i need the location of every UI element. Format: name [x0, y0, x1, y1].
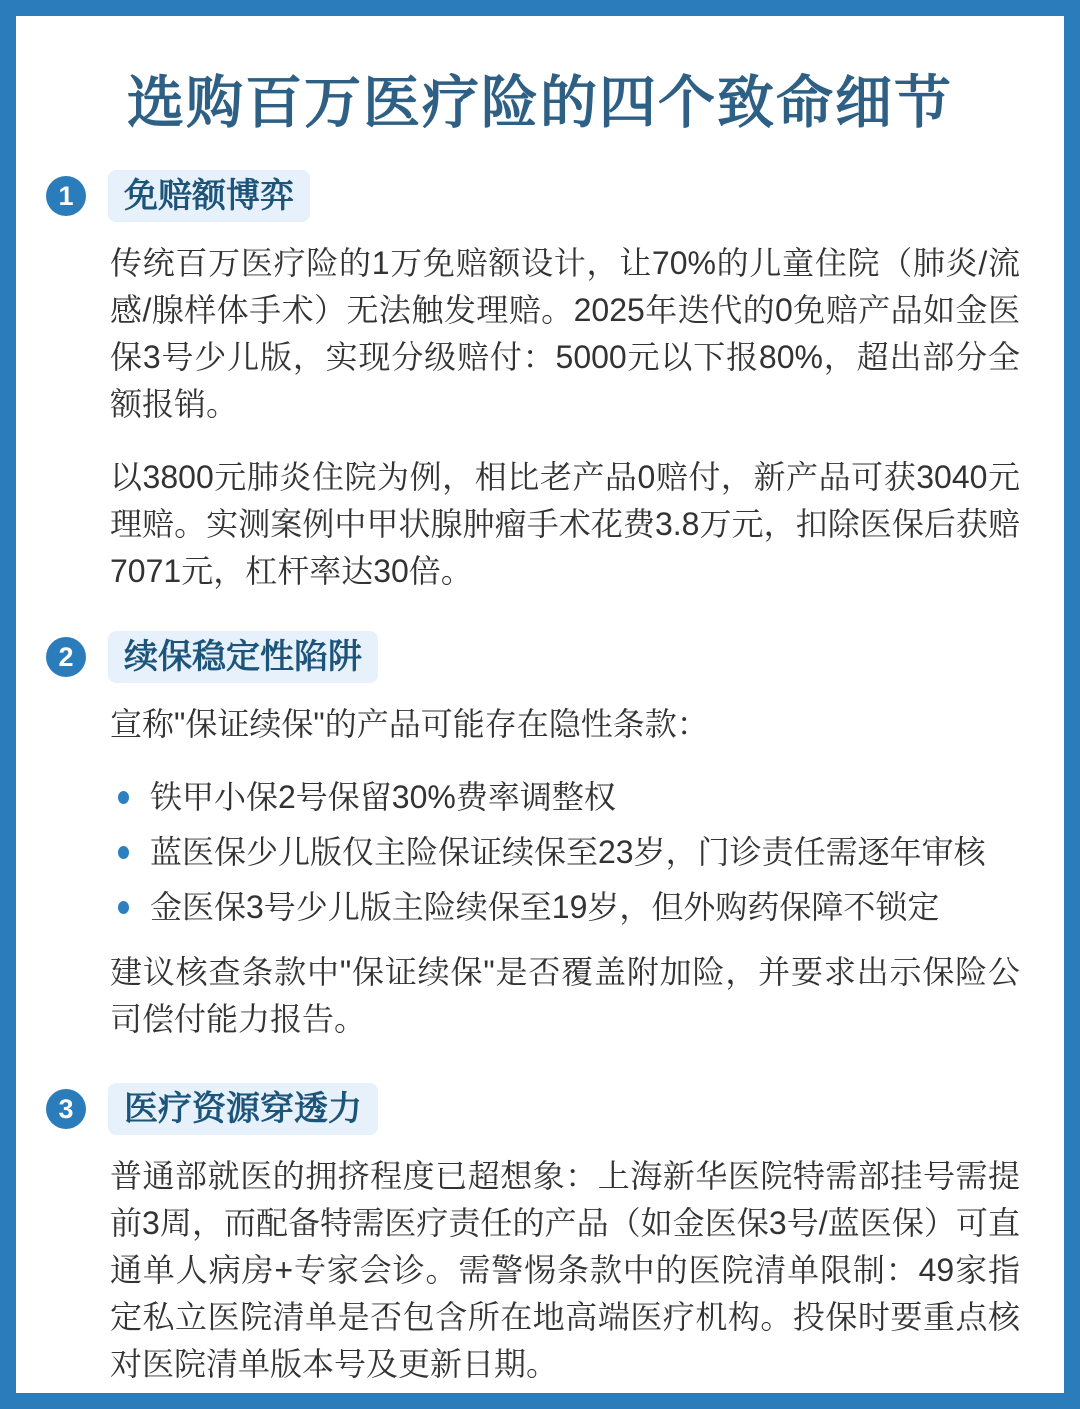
- section-2-header: [46, 631, 1032, 683]
- section-number-badge: 2: [46, 637, 86, 677]
- list-item: [110, 774, 1020, 821]
- bullet-dot-icon: [118, 901, 129, 914]
- section-renewal-stability: [16, 631, 1064, 1043]
- list-item-text: 铁甲小保2号保留30%费率调整权: [150, 779, 616, 815]
- section-3-paragraph: 普通部就医的拥挤程度已超想象：上海新华医院特需部挂号需提前3周，而配备特需医疗责任的产品（如金医保3号/蓝医保）可直通单人病房+专家会诊。需警惕条款中的医院清单限制：49家指定私立医院清单是否包含所在地高端医疗机构。投保时要重点核对医院清单版本号及更新日期。: [110, 1158, 1020, 1382]
- section-medical-resources: [16, 1083, 1064, 1388]
- section-2-intro: 宣称"保证续保"的产品可能存在隐性条款：: [110, 706, 709, 742]
- list-item-text: 蓝医保少儿版仅主险保证续保至23岁，门诊责任需逐年审核: [150, 834, 986, 870]
- list-item-text: 金医保3号少儿版主险续保至19岁，但外购药保障不锁定: [150, 889, 940, 925]
- section-number-badge: 1: [46, 176, 86, 216]
- list-item: [110, 884, 1020, 931]
- section-1-paragraph: 以3800元肺炎住院为例，相比老产品0赔付，新产品可获3040元理赔。实测案例中甲状腺肿瘤手术花费3.8万元，扣除医保后获赔7071元，杠杆率达30倍。: [110, 459, 1020, 589]
- list-item: [110, 829, 1020, 876]
- page-title: 选购百万医疗险的四个致命细节: [127, 71, 953, 135]
- section-3-header: [46, 1083, 1032, 1135]
- section-number-badge: 3: [46, 1089, 86, 1129]
- section-deductible: [16, 170, 1064, 595]
- renewal-clause-list: [110, 774, 1020, 931]
- section-heading-badge: 续保稳定性陷阱: [108, 631, 378, 683]
- section-2-outro: 建议核查条款中"保证续保"是否覆盖附加险，并要求出示保险公司偿付能力报告。: [110, 954, 1020, 1037]
- section-1-paragraph: 传统百万医疗险的1万免赔额设计，让70%的儿童住院（肺炎/流感/腺样体手术）无法触发理赔。2025年迭代的0免赔产品如金医保3号少儿版，实现分级赔付：5000元以下报80%，超出部分全额报销。: [110, 245, 1020, 422]
- bullet-dot-icon: [118, 846, 129, 859]
- section-heading-badge: 医疗资源穿透力: [108, 1083, 378, 1135]
- bullet-dot-icon: [118, 791, 129, 804]
- section-heading-badge: 免赔额博弈: [108, 170, 310, 222]
- section-1-header: [46, 170, 1032, 222]
